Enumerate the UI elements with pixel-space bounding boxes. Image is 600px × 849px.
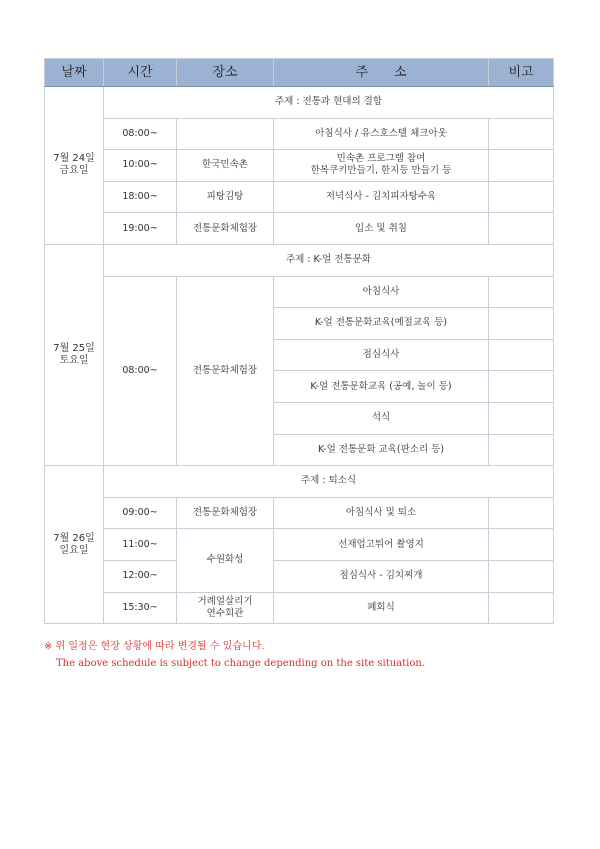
place-line: 연수회관 xyxy=(206,607,244,619)
time-cell: 11:00~ xyxy=(104,529,177,561)
time-cell: 08:00~ xyxy=(104,118,177,150)
note-cell xyxy=(489,592,554,624)
content-cell: 입소 및 취침 xyxy=(274,213,489,245)
content-cell: 점심식사 - 김치찌개 xyxy=(274,560,489,592)
table-row xyxy=(45,213,554,245)
header-content: 주 소 xyxy=(274,59,489,87)
time-cell: 18:00~ xyxy=(104,181,177,213)
table-row xyxy=(45,497,554,529)
table-row xyxy=(45,276,554,308)
header-note: 비고 xyxy=(489,59,554,87)
content-cell: 폐회식 xyxy=(274,592,489,624)
note-cell xyxy=(489,402,554,434)
header-date: 날짜 xyxy=(45,59,104,87)
content-cell: 석식 xyxy=(274,402,489,434)
place-cell: 수원화성 xyxy=(177,529,274,592)
content-cell: 선재업고튀어 촬영지 xyxy=(274,529,489,561)
schedule-notice xyxy=(44,638,425,672)
place-cell xyxy=(177,118,274,150)
note-cell xyxy=(489,308,554,340)
place-cell: 피탕김탕 xyxy=(177,181,274,213)
content-cell: K-얼 전통문화 교육(판소리 등) xyxy=(274,434,489,466)
place-cell xyxy=(177,592,274,624)
time-cell: 19:00~ xyxy=(104,213,177,245)
content-cell: 저녁식사 - 김치피자탕수육 xyxy=(274,181,489,213)
time-cell: 12:00~ xyxy=(104,560,177,592)
time-cell: 08:00~ xyxy=(104,276,177,466)
date-cell xyxy=(45,466,104,624)
table-row xyxy=(45,87,554,119)
place-line: 거례얼살리기 xyxy=(197,595,253,607)
note-cell xyxy=(489,150,554,182)
table-row xyxy=(45,181,554,213)
schedule-table xyxy=(44,58,554,624)
weekday-text: 토요일 xyxy=(59,355,89,367)
note-cell xyxy=(489,118,554,150)
table-row xyxy=(45,244,554,276)
note-cell xyxy=(489,529,554,561)
place-cell: 전통문화체험장 xyxy=(177,497,274,529)
note-cell xyxy=(489,560,554,592)
header-time: 시간 xyxy=(104,59,177,87)
place-cell: 한국민속촌 xyxy=(177,150,274,182)
note-cell xyxy=(489,213,554,245)
content-cell: 아침식사 및 퇴소 xyxy=(274,497,489,529)
note-cell xyxy=(489,181,554,213)
table-row xyxy=(45,466,554,498)
note-cell xyxy=(489,276,554,308)
note-cell xyxy=(489,371,554,403)
place-cell: 전통문화체험장 xyxy=(177,276,274,466)
note-cell xyxy=(489,434,554,466)
content-cell: K-얼 전통문화교육(예절교육 등) xyxy=(274,308,489,340)
time-cell: 15:30~ xyxy=(104,592,177,624)
place-cell: 전통문화체험장 xyxy=(177,213,274,245)
date-text: 7월 26일 xyxy=(53,532,95,544)
theme-cell: 주제 : K-얼 전통문화 xyxy=(104,244,554,276)
header-row xyxy=(45,59,554,87)
time-cell: 10:00~ xyxy=(104,150,177,182)
content-cell: K-얼 전통문화교육 (공예, 놀이 등) xyxy=(274,371,489,403)
notice-english: The above schedule is subject to change depending on the site situation. xyxy=(56,658,425,669)
weekday-text: 금요일 xyxy=(59,165,89,177)
theme-cell: 주제 : 퇴소식 xyxy=(104,466,554,498)
date-text: 7월 24일 xyxy=(53,153,95,165)
time-cell: 09:00~ xyxy=(104,497,177,529)
content-cell: 아침식사 xyxy=(274,276,489,308)
content-cell: 아침식사 / 유스호스텔 체크아웃 xyxy=(274,118,489,150)
date-text: 7월 25일 xyxy=(53,343,95,355)
content-line: 민속촌 프로그램 참여 xyxy=(336,153,426,165)
note-cell xyxy=(489,339,554,371)
table-row xyxy=(45,150,554,182)
date-cell xyxy=(45,87,104,245)
weekday-text: 일요일 xyxy=(59,544,89,556)
table-row xyxy=(45,118,554,150)
note-cell xyxy=(489,497,554,529)
notice-korean: ※ 위 일정은 현장 상황에 따라 변경될 수 있습니다. xyxy=(44,641,265,652)
table-row xyxy=(45,529,554,561)
table-row xyxy=(45,560,554,592)
content-cell xyxy=(274,150,489,182)
content-line: 한복쿠키만들기, 한지등 만들기 등 xyxy=(310,165,452,177)
header-place: 장소 xyxy=(177,59,274,87)
content-cell: 점심식사 xyxy=(274,339,489,371)
theme-cell: 주제 : 전통과 현대의 결합 xyxy=(104,87,554,119)
date-cell xyxy=(45,244,104,465)
table-row xyxy=(45,592,554,624)
